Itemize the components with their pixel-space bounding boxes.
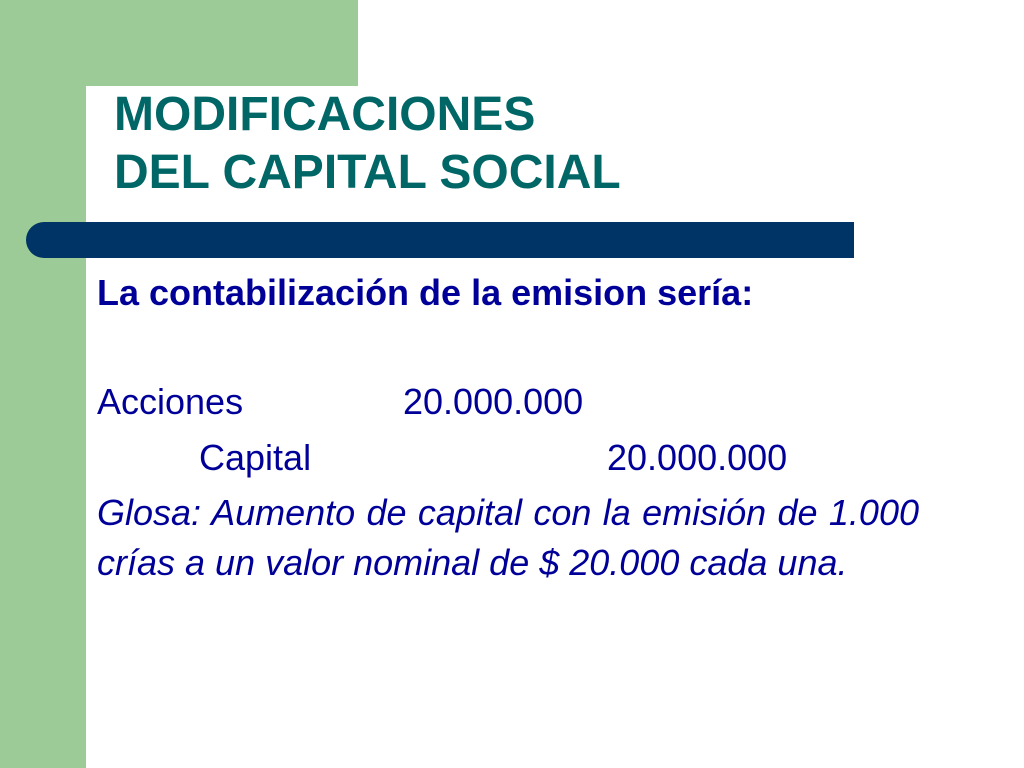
debit-amount: 20.000.000	[403, 381, 584, 422]
title-line-1: MODIFICACIONES	[114, 88, 536, 141]
slide-title	[114, 86, 621, 202]
debit-account: Acciones	[97, 381, 244, 422]
title-line-2: DEL CAPITAL SOCIAL	[114, 146, 621, 199]
gloss-text: Glosa: Aumento de capital con la emisión de 1.000 crías a un valor nominal de $ 20.000 cada una.	[97, 492, 919, 583]
slide-body	[97, 268, 919, 588]
journal-entry-credit	[97, 430, 919, 486]
intro-text: La contabilización de la emision sería:	[97, 272, 754, 313]
title-divider-bar	[26, 222, 854, 258]
green-side-band	[0, 0, 86, 768]
credit-account: Capital	[199, 437, 312, 478]
journal-entry-debit	[97, 374, 919, 430]
credit-amount: 20.000.000	[607, 437, 788, 478]
green-top-band	[0, 0, 358, 86]
